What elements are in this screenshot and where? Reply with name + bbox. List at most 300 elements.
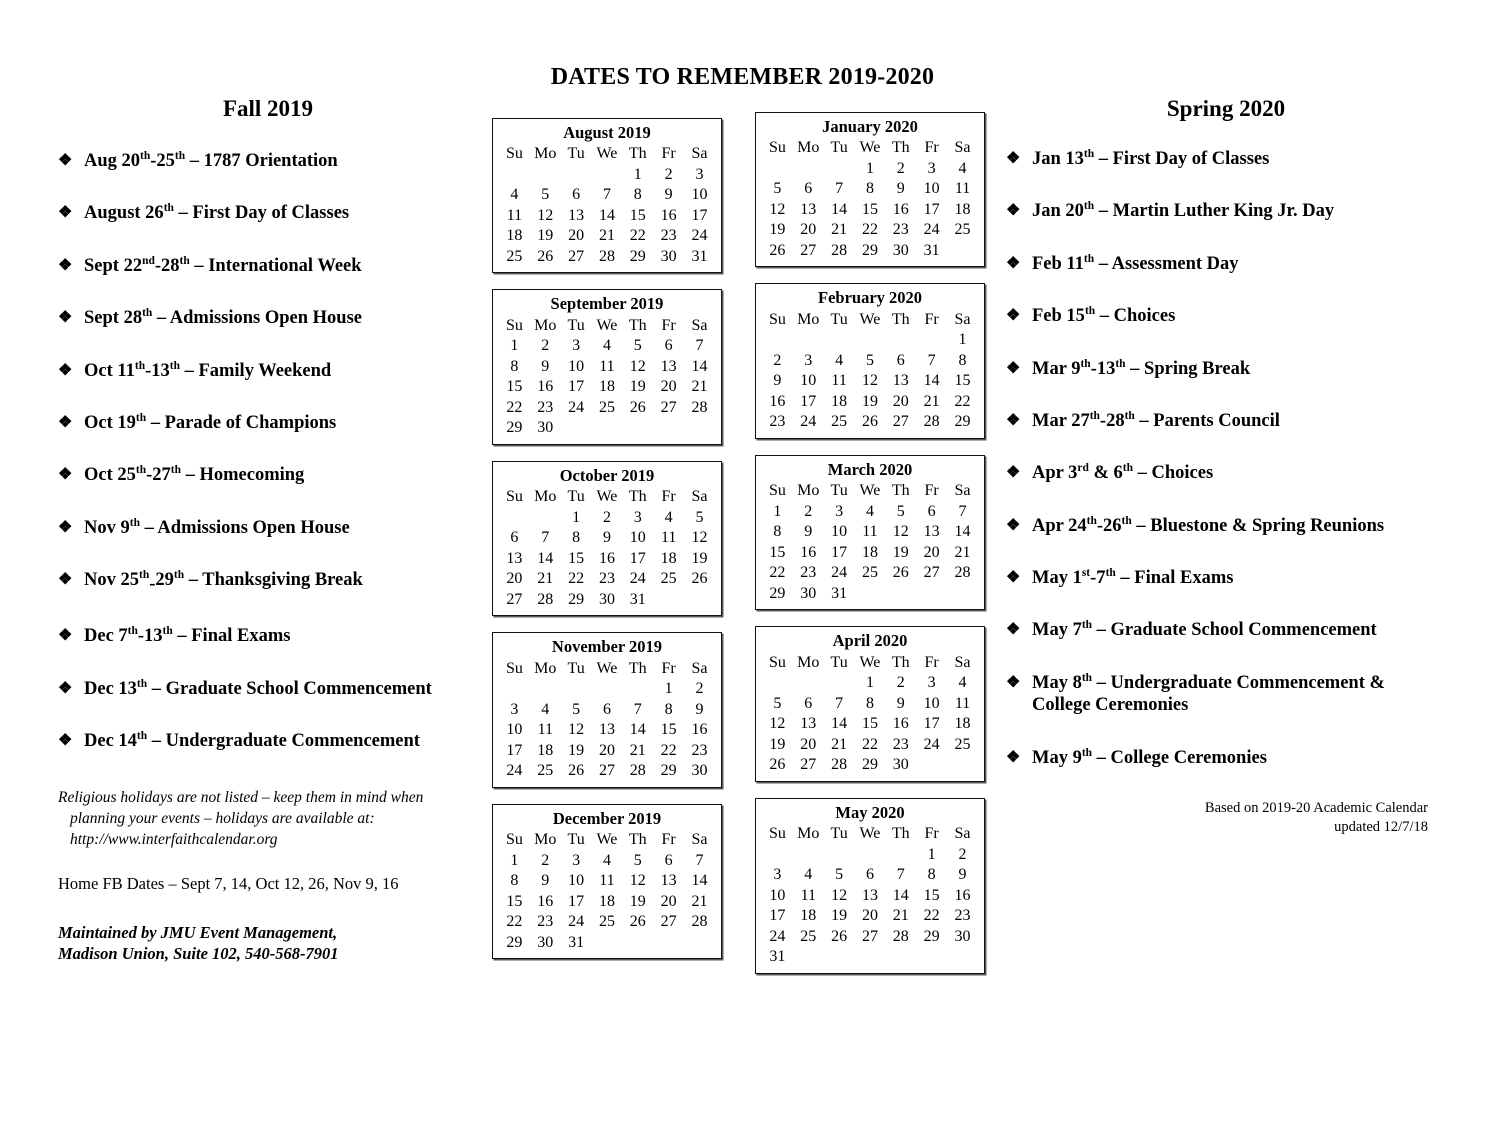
day-cell[interactable]: 17: [506, 741, 523, 759]
day-cell[interactable]: 11: [599, 872, 615, 890]
day-cell[interactable]: 26: [769, 241, 786, 259]
day-cell[interactable]: 10: [568, 872, 585, 890]
day-cell[interactable]: 3: [835, 502, 844, 520]
day-cell[interactable]: 6: [927, 502, 936, 520]
day-cell[interactable]: 23: [892, 221, 909, 239]
day-cell[interactable]: 14: [954, 523, 971, 541]
day-cell[interactable]: 26: [629, 913, 646, 931]
day-cell[interactable]: 30: [537, 933, 554, 951]
day-cell[interactable]: 25: [537, 762, 554, 780]
day-cell[interactable]: 22: [954, 392, 971, 410]
day-cell[interactable]: 22: [506, 398, 523, 416]
day-cell[interactable]: 13: [800, 715, 817, 733]
day-cell[interactable]: 3: [572, 851, 581, 869]
day-cell[interactable]: 7: [633, 700, 642, 718]
day-cell[interactable]: 15: [923, 886, 940, 904]
day-cell[interactable]: 5: [633, 337, 642, 355]
day-cell[interactable]: 18: [954, 200, 971, 218]
day-cell[interactable]: 2: [541, 337, 550, 355]
day-cell[interactable]: 21: [831, 735, 848, 753]
day-cell[interactable]: 28: [691, 398, 708, 416]
day-cell[interactable]: 13: [660, 357, 677, 375]
day-cell[interactable]: 17: [923, 200, 940, 218]
day-cell[interactable]: 18: [598, 892, 615, 910]
day-cell[interactable]: 16: [892, 715, 909, 733]
day-cell[interactable]: 13: [800, 200, 817, 218]
day-cell[interactable]: 1: [958, 331, 967, 349]
day-cell[interactable]: 22: [506, 913, 523, 931]
day-cell[interactable]: 27: [660, 913, 677, 931]
day-cell[interactable]: 8: [958, 351, 967, 369]
day-cell[interactable]: 21: [954, 543, 971, 561]
day-cell[interactable]: 29: [660, 762, 677, 780]
day-cell[interactable]: 15: [506, 892, 523, 910]
day-cell[interactable]: 16: [769, 392, 786, 410]
day-cell[interactable]: 27: [800, 241, 817, 259]
day-cell[interactable]: 2: [896, 159, 905, 177]
day-cell[interactable]: 6: [664, 337, 673, 355]
day-cell[interactable]: 27: [598, 762, 615, 780]
day-cell[interactable]: 6: [896, 351, 905, 369]
day-cell[interactable]: 22: [769, 564, 786, 582]
day-cell[interactable]: 22: [568, 570, 585, 588]
day-cell[interactable]: 13: [861, 886, 878, 904]
day-cell[interactable]: 3: [572, 337, 581, 355]
day-cell[interactable]: 28: [691, 913, 708, 931]
day-cell[interactable]: 15: [629, 206, 646, 224]
day-cell[interactable]: 10: [506, 721, 523, 739]
day-cell[interactable]: 26: [861, 413, 878, 431]
day-cell[interactable]: 1: [865, 159, 874, 177]
day-cell[interactable]: 29: [954, 413, 971, 431]
day-cell[interactable]: 9: [896, 694, 905, 712]
day-cell[interactable]: 26: [892, 564, 909, 582]
day-cell[interactable]: 30: [892, 756, 909, 774]
day-cell[interactable]: 6: [572, 186, 581, 204]
day-cell[interactable]: 24: [923, 221, 940, 239]
day-cell[interactable]: 17: [923, 715, 940, 733]
day-cell[interactable]: 14: [537, 549, 554, 567]
day-cell[interactable]: 29: [629, 247, 646, 265]
day-cell[interactable]: 26: [629, 398, 646, 416]
day-cell[interactable]: 5: [572, 700, 581, 718]
day-cell[interactable]: 25: [861, 564, 878, 582]
day-cell[interactable]: 12: [861, 372, 878, 390]
day-cell[interactable]: 25: [506, 247, 523, 265]
day-cell[interactable]: 12: [831, 886, 848, 904]
day-cell[interactable]: 4: [602, 337, 611, 355]
day-cell[interactable]: 18: [831, 392, 848, 410]
day-cell[interactable]: 16: [537, 378, 554, 396]
day-cell[interactable]: 29: [861, 241, 878, 259]
day-cell[interactable]: 24: [800, 413, 817, 431]
day-cell[interactable]: 22: [660, 741, 677, 759]
day-cell[interactable]: 4: [541, 700, 550, 718]
day-cell[interactable]: 14: [629, 721, 646, 739]
day-cell[interactable]: 9: [602, 529, 611, 547]
day-cell[interactable]: 30: [537, 419, 554, 437]
day-cell[interactable]: 1: [865, 674, 874, 692]
day-cell[interactable]: 27: [892, 413, 909, 431]
day-cell[interactable]: 26: [691, 570, 708, 588]
day-cell[interactable]: 27: [506, 590, 523, 608]
day-cell[interactable]: 21: [691, 892, 708, 910]
day-cell[interactable]: 12: [892, 523, 909, 541]
day-cell[interactable]: 19: [568, 741, 585, 759]
day-cell[interactable]: 29: [769, 584, 786, 602]
day-cell[interactable]: 5: [773, 180, 782, 198]
day-cell[interactable]: 31: [831, 584, 848, 602]
day-cell[interactable]: 16: [800, 543, 817, 561]
day-cell[interactable]: 4: [664, 508, 673, 526]
day-cell[interactable]: 6: [664, 851, 673, 869]
day-cell[interactable]: 22: [629, 227, 646, 245]
day-cell[interactable]: 14: [831, 200, 848, 218]
day-cell[interactable]: 21: [923, 392, 940, 410]
day-cell[interactable]: 22: [923, 907, 940, 925]
day-cell[interactable]: 25: [598, 398, 615, 416]
day-cell[interactable]: 20: [800, 735, 817, 753]
day-cell[interactable]: 17: [568, 378, 585, 396]
day-cell[interactable]: 18: [506, 227, 523, 245]
day-cell[interactable]: 14: [598, 206, 615, 224]
day-cell[interactable]: 2: [896, 674, 905, 692]
day-cell[interactable]: 23: [892, 735, 909, 753]
day-cell[interactable]: 12: [568, 721, 585, 739]
day-cell[interactable]: 23: [954, 907, 971, 925]
day-cell[interactable]: 24: [691, 227, 708, 245]
day-cell[interactable]: 7: [695, 851, 704, 869]
day-cell[interactable]: 13: [660, 872, 677, 890]
day-cell[interactable]: 17: [568, 892, 585, 910]
day-cell[interactable]: 17: [769, 907, 786, 925]
day-cell[interactable]: 3: [927, 674, 936, 692]
day-cell[interactable]: 23: [800, 564, 817, 582]
day-cell[interactable]: 29: [861, 756, 878, 774]
day-cell[interactable]: 3: [510, 700, 519, 718]
day-cell[interactable]: 2: [804, 502, 813, 520]
day-cell[interactable]: 31: [568, 933, 585, 951]
day-cell[interactable]: 15: [660, 721, 677, 739]
day-cell[interactable]: 19: [537, 227, 554, 245]
day-cell[interactable]: 27: [923, 564, 940, 582]
day-cell[interactable]: 21: [598, 227, 615, 245]
day-cell[interactable]: 5: [896, 502, 905, 520]
day-cell[interactable]: 16: [892, 200, 909, 218]
day-cell[interactable]: 7: [835, 694, 844, 712]
day-cell[interactable]: 12: [537, 206, 554, 224]
day-cell[interactable]: 10: [831, 523, 848, 541]
day-cell[interactable]: 11: [800, 886, 816, 904]
day-cell[interactable]: 21: [537, 570, 554, 588]
day-cell[interactable]: 6: [865, 866, 874, 884]
day-cell[interactable]: 17: [629, 549, 646, 567]
day-cell[interactable]: 13: [506, 549, 523, 567]
day-cell[interactable]: 1: [510, 851, 519, 869]
day-cell[interactable]: 27: [568, 247, 585, 265]
day-cell[interactable]: 24: [506, 762, 523, 780]
day-cell[interactable]: 12: [769, 715, 786, 733]
day-cell[interactable]: 7: [958, 502, 967, 520]
day-cell[interactable]: 19: [629, 378, 646, 396]
day-cell[interactable]: 19: [861, 392, 878, 410]
day-cell[interactable]: 26: [769, 756, 786, 774]
day-cell[interactable]: 15: [954, 372, 971, 390]
day-cell[interactable]: 12: [769, 200, 786, 218]
day-cell[interactable]: 26: [537, 247, 554, 265]
day-cell[interactable]: 16: [660, 206, 677, 224]
day-cell[interactable]: 22: [861, 735, 878, 753]
day-cell[interactable]: 28: [831, 756, 848, 774]
day-cell[interactable]: 16: [537, 892, 554, 910]
day-cell[interactable]: 29: [923, 927, 940, 945]
day-cell[interactable]: 22: [861, 221, 878, 239]
day-cell[interactable]: 18: [800, 907, 817, 925]
day-cell[interactable]: 1: [510, 337, 519, 355]
day-cell[interactable]: 10: [923, 180, 940, 198]
day-cell[interactable]: 15: [861, 715, 878, 733]
day-cell[interactable]: 23: [769, 413, 786, 431]
day-cell[interactable]: 20: [892, 392, 909, 410]
day-cell[interactable]: 26: [568, 762, 585, 780]
day-cell[interactable]: 9: [541, 357, 550, 375]
day-cell[interactable]: 23: [537, 398, 554, 416]
day-cell[interactable]: 28: [629, 762, 646, 780]
day-cell[interactable]: 8: [664, 700, 673, 718]
day-cell[interactable]: 11: [954, 180, 971, 198]
day-cell[interactable]: 2: [541, 851, 550, 869]
day-cell[interactable]: 11: [831, 372, 847, 390]
day-cell[interactable]: 23: [537, 913, 554, 931]
day-cell[interactable]: 29: [506, 419, 523, 437]
day-cell[interactable]: 9: [773, 372, 782, 390]
day-cell[interactable]: 11: [537, 721, 553, 739]
day-cell[interactable]: 20: [660, 378, 677, 396]
day-cell[interactable]: 1: [773, 502, 782, 520]
day-cell[interactable]: 4: [958, 674, 967, 692]
day-cell[interactable]: 11: [660, 529, 677, 547]
day-cell[interactable]: 20: [861, 907, 878, 925]
day-cell[interactable]: 13: [598, 721, 615, 739]
day-cell[interactable]: 4: [865, 502, 874, 520]
day-cell[interactable]: 8: [927, 866, 936, 884]
day-cell[interactable]: 18: [954, 715, 971, 733]
day-cell[interactable]: 8: [773, 523, 782, 541]
day-cell[interactable]: 7: [541, 529, 550, 547]
day-cell[interactable]: 6: [602, 700, 611, 718]
day-cell[interactable]: 18: [537, 741, 554, 759]
day-cell[interactable]: 10: [769, 886, 786, 904]
day-cell[interactable]: 23: [660, 227, 677, 245]
day-cell[interactable]: 20: [598, 741, 615, 759]
day-cell[interactable]: 2: [958, 845, 967, 863]
day-cell[interactable]: 25: [660, 570, 677, 588]
day-cell[interactable]: 18: [598, 378, 615, 396]
day-cell[interactable]: 28: [598, 247, 615, 265]
day-cell[interactable]: 28: [923, 413, 940, 431]
day-cell[interactable]: 4: [835, 351, 844, 369]
day-cell[interactable]: 5: [835, 866, 844, 884]
day-cell[interactable]: 19: [892, 543, 909, 561]
day-cell[interactable]: 8: [510, 357, 519, 375]
day-cell[interactable]: 10: [923, 694, 940, 712]
day-cell[interactable]: 20: [800, 221, 817, 239]
day-cell[interactable]: 3: [773, 866, 782, 884]
day-cell[interactable]: 15: [506, 378, 523, 396]
day-cell[interactable]: 23: [691, 741, 708, 759]
day-cell[interactable]: 11: [506, 206, 523, 224]
day-cell[interactable]: 27: [660, 398, 677, 416]
day-cell[interactable]: 24: [568, 913, 585, 931]
day-cell[interactable]: 7: [695, 337, 704, 355]
day-cell[interactable]: 2: [695, 680, 704, 698]
day-cell[interactable]: 7: [835, 180, 844, 198]
day-cell[interactable]: 24: [831, 564, 848, 582]
day-cell[interactable]: 16: [598, 549, 615, 567]
day-cell[interactable]: 14: [831, 715, 848, 733]
day-cell[interactable]: 21: [629, 741, 646, 759]
day-cell[interactable]: 8: [510, 872, 519, 890]
day-cell[interactable]: 6: [804, 694, 813, 712]
day-cell[interactable]: 26: [831, 927, 848, 945]
day-cell[interactable]: 13: [568, 206, 585, 224]
day-cell[interactable]: 27: [861, 927, 878, 945]
day-cell[interactable]: 19: [831, 907, 848, 925]
day-cell[interactable]: 11: [954, 694, 971, 712]
day-cell[interactable]: 12: [629, 872, 646, 890]
day-cell[interactable]: 2: [602, 508, 611, 526]
day-cell[interactable]: 8: [865, 180, 874, 198]
day-cell[interactable]: 24: [923, 735, 940, 753]
day-cell[interactable]: 16: [954, 886, 971, 904]
day-cell[interactable]: 9: [541, 872, 550, 890]
day-cell[interactable]: 29: [568, 590, 585, 608]
day-cell[interactable]: 5: [633, 851, 642, 869]
day-cell[interactable]: 17: [691, 206, 708, 224]
day-cell[interactable]: 28: [537, 590, 554, 608]
interfaith-calendar-link[interactable]: http://www.interfaithcalendar.org: [70, 831, 278, 849]
day-cell[interactable]: 1: [664, 680, 673, 698]
day-cell[interactable]: 24: [568, 398, 585, 416]
day-cell[interactable]: 9: [695, 700, 704, 718]
day-cell[interactable]: 2: [664, 165, 673, 183]
day-cell[interactable]: 4: [510, 186, 519, 204]
day-cell[interactable]: 8: [633, 186, 642, 204]
day-cell[interactable]: 8: [865, 694, 874, 712]
day-cell[interactable]: 29: [506, 933, 523, 951]
day-cell[interactable]: 23: [598, 570, 615, 588]
day-cell[interactable]: 31: [769, 948, 786, 966]
day-cell[interactable]: 4: [804, 866, 813, 884]
day-cell[interactable]: 14: [923, 372, 940, 390]
day-cell[interactable]: 3: [633, 508, 642, 526]
day-cell[interactable]: 18: [861, 543, 878, 561]
day-cell[interactable]: 5: [541, 186, 550, 204]
day-cell[interactable]: 25: [598, 913, 615, 931]
day-cell[interactable]: 3: [695, 165, 704, 183]
day-cell[interactable]: 10: [568, 357, 585, 375]
day-cell[interactable]: 5: [695, 508, 704, 526]
day-cell[interactable]: 2: [773, 351, 782, 369]
day-cell[interactable]: 9: [664, 186, 673, 204]
day-cell[interactable]: 31: [629, 590, 646, 608]
day-cell[interactable]: 28: [954, 564, 971, 582]
day-cell[interactable]: 19: [769, 735, 786, 753]
day-cell[interactable]: 15: [861, 200, 878, 218]
day-cell[interactable]: 20: [660, 892, 677, 910]
day-cell[interactable]: 27: [800, 756, 817, 774]
day-cell[interactable]: 5: [773, 694, 782, 712]
day-cell[interactable]: 16: [691, 721, 708, 739]
day-cell[interactable]: 30: [660, 247, 677, 265]
day-cell[interactable]: 24: [629, 570, 646, 588]
day-cell[interactable]: 15: [568, 549, 585, 567]
day-cell[interactable]: 7: [602, 186, 611, 204]
day-cell[interactable]: 13: [923, 523, 940, 541]
day-cell[interactable]: 12: [691, 529, 708, 547]
day-cell[interactable]: 19: [691, 549, 708, 567]
day-cell[interactable]: 30: [800, 584, 817, 602]
day-cell[interactable]: 14: [691, 872, 708, 890]
day-cell[interactable]: 25: [800, 927, 817, 945]
day-cell[interactable]: 4: [602, 851, 611, 869]
day-cell[interactable]: 5: [865, 351, 874, 369]
day-cell[interactable]: 10: [800, 372, 817, 390]
day-cell[interactable]: 21: [892, 907, 909, 925]
day-cell[interactable]: 19: [769, 221, 786, 239]
day-cell[interactable]: 13: [892, 372, 909, 390]
day-cell[interactable]: 9: [804, 523, 813, 541]
day-cell[interactable]: 3: [927, 159, 936, 177]
day-cell[interactable]: 20: [568, 227, 585, 245]
day-cell[interactable]: 6: [804, 180, 813, 198]
day-cell[interactable]: 21: [831, 221, 848, 239]
day-cell[interactable]: 1: [572, 508, 581, 526]
day-cell[interactable]: 30: [892, 241, 909, 259]
day-cell[interactable]: 7: [927, 351, 936, 369]
day-cell[interactable]: 25: [954, 735, 971, 753]
day-cell[interactable]: 20: [923, 543, 940, 561]
day-cell[interactable]: 8: [572, 529, 581, 547]
day-cell[interactable]: 19: [629, 892, 646, 910]
day-cell[interactable]: 17: [831, 543, 848, 561]
day-cell[interactable]: 25: [831, 413, 848, 431]
day-cell[interactable]: 17: [800, 392, 817, 410]
day-cell[interactable]: 10: [691, 186, 708, 204]
day-cell[interactable]: 25: [954, 221, 971, 239]
day-cell[interactable]: 4: [958, 159, 967, 177]
day-cell[interactable]: 6: [510, 529, 519, 547]
day-cell[interactable]: 28: [892, 927, 909, 945]
day-cell[interactable]: 11: [862, 523, 878, 541]
day-cell[interactable]: 31: [691, 247, 708, 265]
day-cell[interactable]: 30: [598, 590, 615, 608]
day-cell[interactable]: 9: [958, 866, 967, 884]
day-cell[interactable]: 31: [923, 241, 940, 259]
day-cell[interactable]: 11: [599, 357, 615, 375]
day-cell[interactable]: 18: [660, 549, 677, 567]
day-cell[interactable]: 14: [691, 357, 708, 375]
day-cell[interactable]: 15: [769, 543, 786, 561]
day-cell[interactable]: 30: [954, 927, 971, 945]
day-cell[interactable]: 14: [892, 886, 909, 904]
day-cell[interactable]: 1: [633, 165, 642, 183]
day-cell[interactable]: 28: [831, 241, 848, 259]
day-cell[interactable]: 1: [927, 845, 936, 863]
day-cell[interactable]: 7: [896, 866, 905, 884]
day-cell[interactable]: 20: [506, 570, 523, 588]
day-cell[interactable]: 12: [629, 357, 646, 375]
